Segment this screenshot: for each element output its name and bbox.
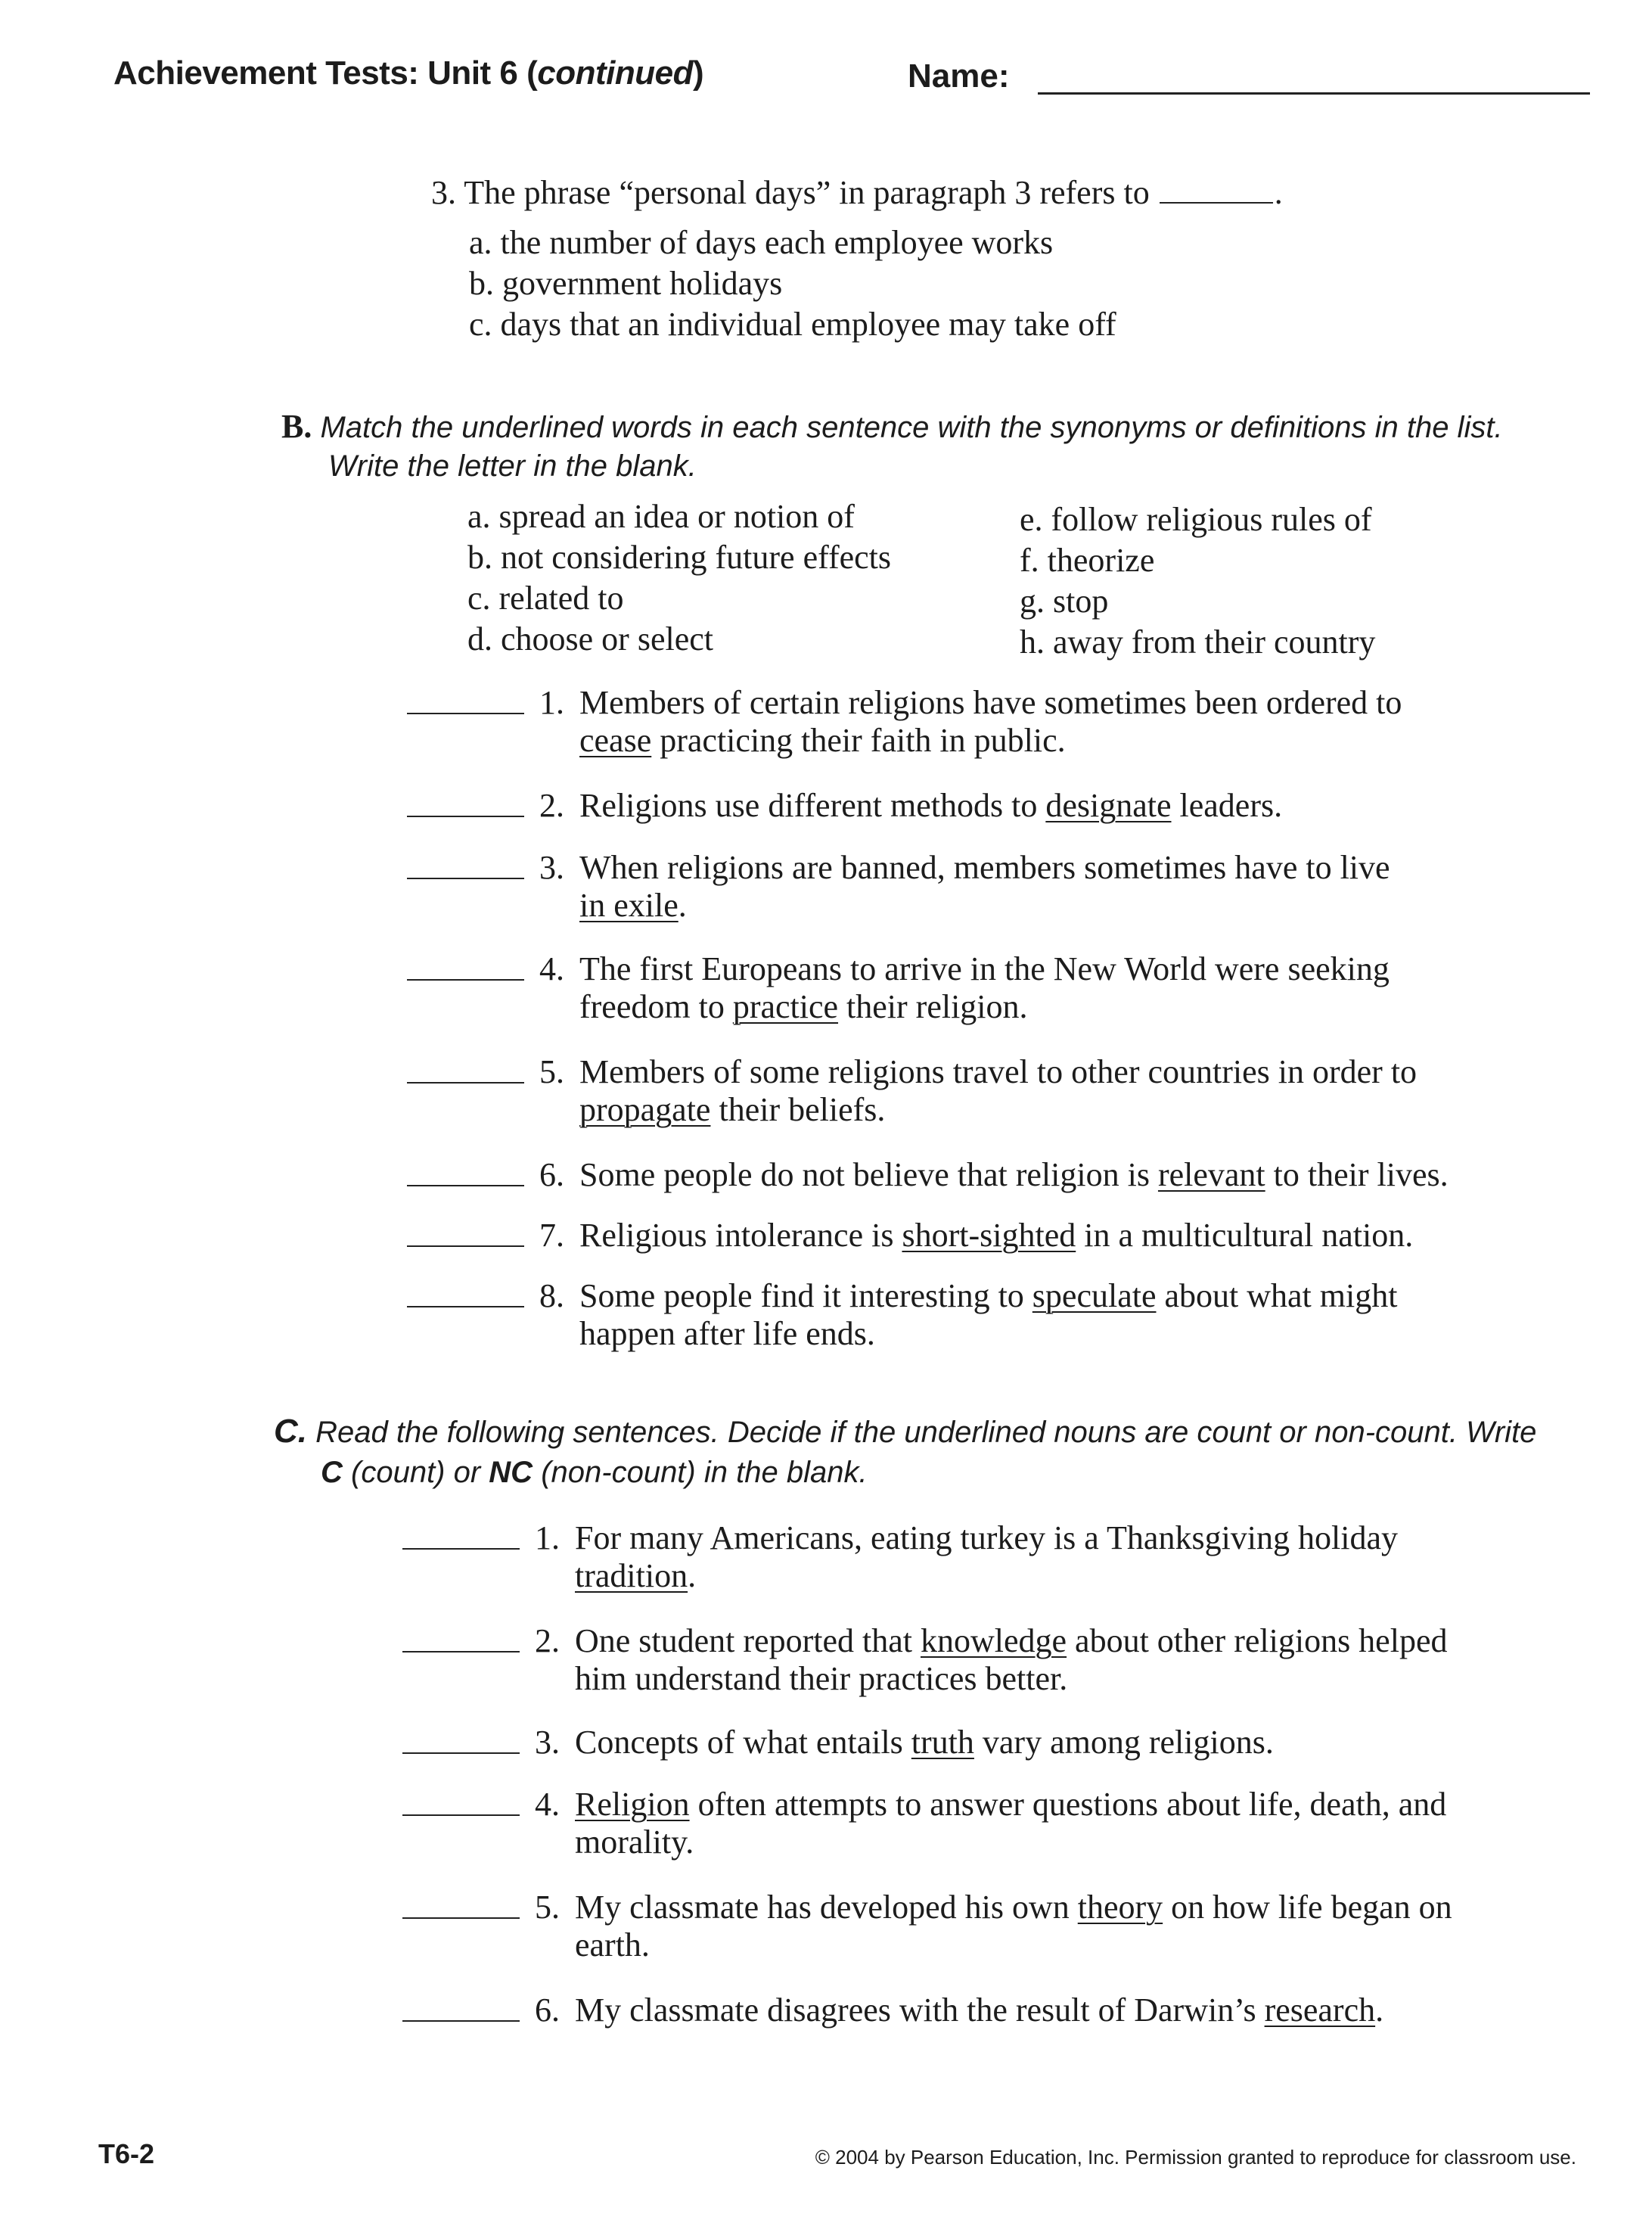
text: earth.	[575, 1926, 650, 1963]
text: him understand their practices better.	[575, 1660, 1068, 1697]
underlined-word: designate	[1045, 787, 1172, 824]
b-option-g	[1020, 583, 1108, 620]
question-text	[575, 1889, 1573, 1964]
question-number: 8.	[539, 1277, 564, 1314]
question-number: 5.	[539, 1053, 564, 1090]
underlined-word: Religion	[575, 1786, 690, 1823]
option-letter: b.	[469, 265, 494, 302]
title-prefix: Achievement Tests: Unit 6 (	[113, 54, 538, 92]
section-c-instruction-line1: Read the following sentences. Decide if the underlined nouns are count or non-count. Write	[315, 1416, 1537, 1449]
text: My classmate disagrees with the result of Darwin’s	[575, 1991, 1265, 2029]
text: The first Europeans to arrive in the New World were seeking	[579, 950, 1390, 987]
option-text: government holidays	[502, 265, 783, 302]
section-c-instruction-2	[321, 1453, 868, 1492]
question-text	[575, 1519, 1573, 1595]
option-text: related to	[498, 580, 624, 617]
option-text: spread an idea or notion of	[498, 498, 855, 535]
question-text	[575, 1622, 1573, 1698]
text: practicing their faith in public.	[651, 722, 1066, 759]
text: Religions use different methods to	[579, 787, 1046, 824]
question-number: 5.	[535, 1889, 560, 1926]
answer-blank[interactable]	[407, 878, 524, 879]
answer-blank[interactable]	[402, 2020, 520, 2022]
text: Some people do not believe that religion is	[579, 1156, 1158, 1193]
answer-blank[interactable]	[407, 1306, 524, 1307]
option-text: the number of days each employee works	[500, 224, 1054, 261]
question-text	[579, 684, 1578, 760]
answer-blank[interactable]	[407, 1185, 524, 1186]
section-b-letter: B.	[281, 408, 312, 445]
option-text: choose or select	[501, 620, 713, 658]
question-number: 1.	[539, 684, 564, 721]
option-letter: b.	[467, 539, 492, 576]
option-text: theorize	[1047, 542, 1155, 579]
underlined-word: theory	[1077, 1889, 1163, 1926]
option-text: not considering future effects	[501, 539, 892, 576]
answer-blank[interactable]	[407, 1245, 524, 1247]
title-italic: continued	[537, 54, 693, 92]
text: Some people find it interesting to	[579, 1277, 1032, 1314]
a-option-a	[469, 224, 1053, 262]
option-letter: a.	[467, 498, 491, 535]
text: their religion.	[838, 988, 1028, 1025]
b-option-f	[1020, 542, 1154, 580]
text: Religious intolerance is	[579, 1217, 902, 1254]
question-text	[575, 1786, 1573, 1861]
b-option-h	[1020, 623, 1375, 661]
underlined-word: cease	[579, 722, 652, 759]
text: often attempts to answer questions about life, death, and	[689, 1786, 1447, 1823]
b-option-d	[467, 620, 713, 658]
answer-blank[interactable]	[402, 1917, 520, 1919]
text: Members of some religions travel to other countries in order to	[579, 1053, 1418, 1090]
text: One student reported that	[575, 1622, 921, 1659]
question-number: 2.	[539, 787, 564, 824]
question-number: 6.	[539, 1156, 564, 1193]
name-label: Name:	[908, 58, 1010, 95]
text: on how life began on	[1163, 1889, 1452, 1926]
answer-blank[interactable]	[402, 1651, 520, 1652]
question-number: 4.	[535, 1786, 560, 1823]
question-text	[579, 1277, 1578, 1353]
a-option-b	[469, 265, 782, 303]
answer-blank[interactable]	[407, 713, 524, 714]
text: leaders.	[1171, 787, 1283, 824]
text: (non-count) in the blank.	[533, 1456, 868, 1489]
question-text	[579, 787, 1578, 825]
section-b-instruction-line1: Match the underlined words in each sentence with the synonyms or definitions in the list.	[320, 411, 1503, 444]
text: .	[688, 1557, 697, 1594]
text: For many Americans, eating turkey is a Thanksgiving holiday	[575, 1519, 1398, 1556]
section-b-instruction-2	[328, 446, 697, 486]
option-text: away from their country	[1053, 623, 1376, 661]
answer-blank[interactable]	[407, 1082, 524, 1084]
option-letter: e.	[1020, 501, 1043, 538]
question-number: 1.	[535, 1519, 560, 1556]
option-letter: g.	[1020, 583, 1045, 620]
text: (count) or	[342, 1456, 489, 1489]
option-letter: d.	[467, 620, 492, 658]
text: happen after life ends.	[579, 1315, 875, 1352]
text: .	[1375, 1991, 1384, 2029]
a-question-3	[431, 174, 1283, 212]
answer-blank[interactable]	[407, 979, 524, 981]
option-letter: c.	[467, 580, 491, 617]
underlined-word: speculate	[1032, 1277, 1157, 1314]
text: vary among religions.	[974, 1724, 1274, 1761]
question-number: 7.	[539, 1217, 564, 1254]
answer-blank[interactable]	[402, 1752, 520, 1754]
underlined-word: practice	[732, 988, 839, 1025]
option-text: follow religious rules of	[1051, 501, 1372, 538]
option-letter: c.	[469, 306, 492, 343]
option-text: stop	[1053, 583, 1109, 620]
b-option-b	[467, 539, 891, 577]
section-c-instruction	[274, 1412, 1536, 1452]
option-letter: h.	[1020, 623, 1045, 661]
underlined-word: relevant	[1157, 1156, 1265, 1193]
question-text	[579, 1156, 1578, 1194]
text: to their lives.	[1265, 1156, 1449, 1193]
page-header	[113, 54, 1588, 107]
text: morality.	[575, 1823, 694, 1861]
text: .	[678, 887, 687, 924]
b-option-c	[467, 580, 623, 617]
option-letter: a.	[469, 224, 492, 261]
underlined-word: short-sighted	[902, 1217, 1076, 1254]
option-letter: f.	[1020, 542, 1039, 579]
name-field[interactable]	[1038, 92, 1590, 95]
a-answer-blank[interactable]	[1160, 201, 1273, 204]
question-number: 3.	[535, 1724, 560, 1761]
a-option-c	[469, 306, 1116, 344]
text: freedom to	[579, 988, 733, 1025]
text: My classmate has developed his own	[575, 1889, 1078, 1926]
a-question-number: 3.	[431, 174, 456, 211]
question-text	[575, 1991, 1573, 2029]
text: When religions are banned, members sometimes have to live	[579, 849, 1390, 886]
question-text	[579, 1217, 1578, 1255]
underlined-word: tradition	[575, 1557, 688, 1594]
text: about what might	[1156, 1277, 1398, 1314]
copyright-notice: © 2004 by Pearson Education, Inc. Permission granted to reproduce for classroom use.	[815, 2146, 1576, 2169]
answer-blank[interactable]	[407, 816, 524, 817]
question-text	[579, 1053, 1578, 1129]
title-suffix: )	[692, 54, 704, 92]
underlined-word: propagate	[579, 1091, 711, 1128]
question-number: 4.	[539, 950, 564, 987]
a-question-text: The phrase “personal days” in paragraph 3 refers to	[464, 174, 1150, 211]
text: Members of certain religions have sometimes been ordered to	[579, 684, 1402, 721]
text: in a multicultural nation.	[1076, 1217, 1414, 1254]
underlined-word: truth	[911, 1724, 974, 1761]
question-number: 3.	[539, 849, 564, 886]
question-number: 6.	[535, 1991, 560, 2029]
noncount-code: NC	[489, 1456, 533, 1489]
section-b-instruction	[281, 407, 1503, 447]
option-text: days that an individual employee may take off	[500, 306, 1116, 343]
question-text	[579, 849, 1578, 925]
answer-blank[interactable]	[402, 1548, 520, 1550]
section-b-instruction-line2: Write the letter in the blank.	[328, 449, 697, 483]
a-question-end: .	[1274, 174, 1283, 211]
question-number: 2.	[535, 1622, 560, 1659]
underlined-word: knowledge	[920, 1622, 1067, 1659]
underlined-word: in exile	[579, 887, 678, 924]
underlined-word: research	[1264, 1991, 1376, 2029]
b-option-e	[1020, 501, 1372, 539]
text: about other religions helped	[1067, 1622, 1448, 1659]
page-title	[113, 54, 703, 92]
question-text	[579, 950, 1578, 1026]
answer-blank[interactable]	[402, 1814, 520, 1816]
text: their beliefs.	[710, 1091, 886, 1128]
count-code: C	[321, 1456, 343, 1489]
page-number: T6-2	[98, 2138, 155, 2169]
b-option-a	[467, 498, 855, 536]
section-c-letter: C.	[274, 1413, 307, 1450]
text: Concepts of what entails	[575, 1724, 911, 1761]
question-text	[575, 1724, 1573, 1761]
